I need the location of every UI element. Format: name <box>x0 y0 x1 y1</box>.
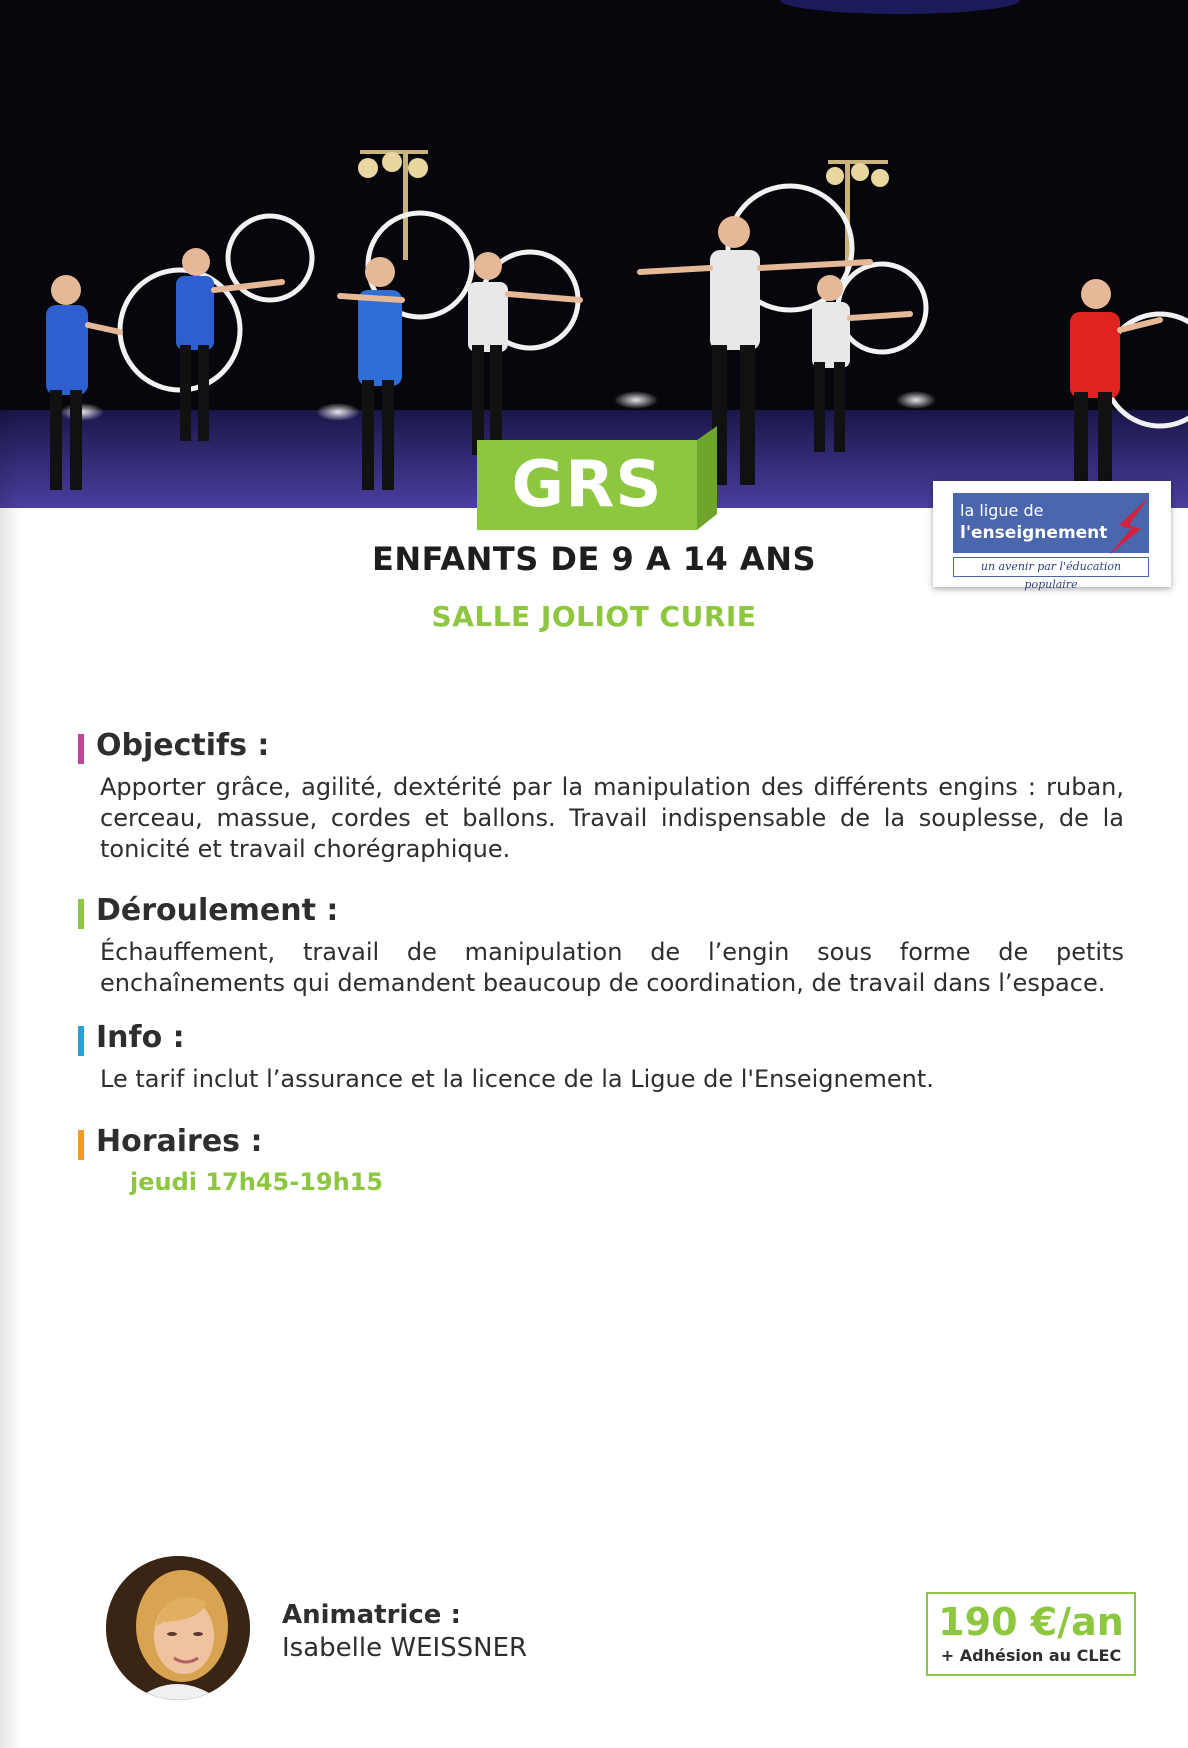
section-color-bar <box>78 734 84 764</box>
logo-tagline: un avenir par l'éducation populaire <box>953 557 1149 577</box>
title-tab-3d-side <box>697 426 717 530</box>
section-header <box>78 728 1124 768</box>
hero-photo <box>0 0 1188 508</box>
section-color-bar <box>78 899 84 929</box>
section-title: Horaires : <box>96 1124 263 1159</box>
section-horaires <box>78 1124 1124 1196</box>
section-header <box>78 1020 1124 1060</box>
instructor-avatar <box>106 1556 250 1700</box>
section-title: Objectifs : <box>96 728 270 763</box>
instructor-label: Animatrice : <box>282 1600 461 1630</box>
section-color-bar <box>78 1130 84 1160</box>
section-deroulement <box>78 893 1124 999</box>
price-note: + Adhésion au CLEC <box>940 1646 1122 1665</box>
age-range: ENFANTS DE 9 A 14 ANS <box>371 540 817 578</box>
price-box <box>926 1592 1136 1676</box>
logo-red-arrow-icon <box>1079 495 1153 559</box>
activity-title-tab <box>477 440 697 530</box>
ligue-enseignement-logo <box>933 481 1171 591</box>
activity-title: GRS <box>511 448 663 522</box>
section-title: Info : <box>96 1020 185 1055</box>
page-fold-shadow <box>0 0 22 1748</box>
instructor-name: Isabelle WEISSNER <box>282 1633 528 1663</box>
section-header <box>78 1124 1124 1164</box>
price: 190 €/an <box>938 1600 1124 1644</box>
section-title: Déroulement : <box>96 893 339 928</box>
section-text: Le tarif inclut l’assurance et la licence de la Ligue de l'Enseignement. <box>100 1065 934 1093</box>
section-header <box>78 893 1124 933</box>
logo-line2: l'enseignement <box>960 523 1108 543</box>
section-info <box>78 1020 1124 1095</box>
stage-performance-photo <box>0 0 1188 508</box>
instructor-photo <box>106 1556 250 1700</box>
section-text: Apporter grâce, agilité, dextérité par la manipulation des différents engins : ruban, cerceau, massue, cordes et ballons. Travail indispensable de la souplesse, de la tonicité et travail chorégraphique. <box>100 773 1124 863</box>
section-objectifs <box>78 728 1124 865</box>
logo-line1: la ligue de <box>960 501 1044 520</box>
schedule-text: jeudi 17h45-19h15 <box>130 1168 384 1196</box>
section-text: Échauffement, travail de manipulation de l’engin sous forme de petits enchaînements qui demandent beaucoup de coordination, de travail dans l’espace. <box>100 938 1124 997</box>
section-color-bar <box>78 1026 84 1056</box>
location: SALLE JOLIOT CURIE <box>431 600 757 633</box>
